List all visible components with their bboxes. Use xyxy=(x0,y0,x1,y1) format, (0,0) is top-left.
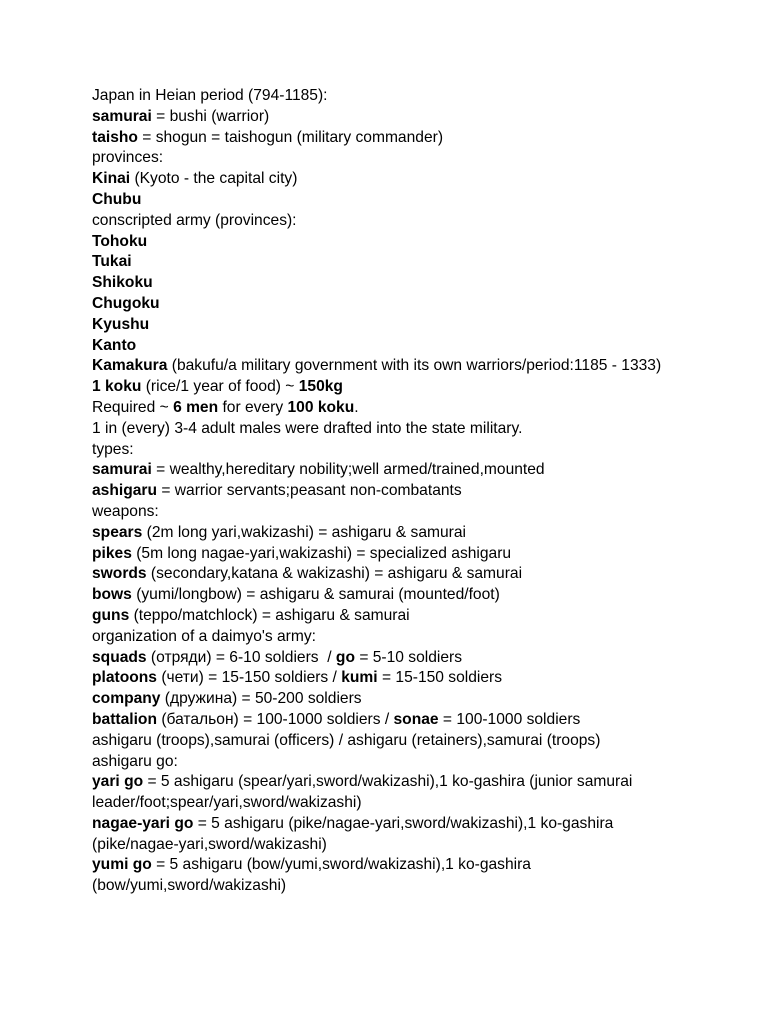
bold-term: Kyushu xyxy=(92,315,150,333)
text-run: weapons: xyxy=(92,502,159,520)
text-run: = wealthy,hereditary nobility;well armed/trained,mounted xyxy=(151,461,545,479)
text-line xyxy=(92,523,682,544)
text-run: = warrior servants;peasant non-combatants xyxy=(157,482,462,500)
bold-term: 1 koku xyxy=(92,378,142,396)
text-run: = 15-150 soldiers xyxy=(377,669,503,687)
bold-term: Tukai xyxy=(92,253,132,271)
bold-term: Kamakura xyxy=(92,357,168,375)
text-run: . xyxy=(354,398,359,416)
text-line xyxy=(92,148,682,169)
bold-term: kumi xyxy=(341,669,378,687)
bold-term: Chubu xyxy=(92,190,142,208)
bold-term: samurai xyxy=(92,107,152,125)
text-line xyxy=(92,606,682,627)
bold-term: Shikoku xyxy=(92,274,153,292)
text-run: = shogun = taishogun (military commander) xyxy=(137,128,444,146)
text-line xyxy=(92,564,682,585)
bold-term: Kinai xyxy=(92,170,131,188)
text-run: (Kyoto - the capital city) xyxy=(130,170,298,188)
text-line xyxy=(92,273,682,294)
text-line xyxy=(92,502,682,523)
text-line xyxy=(92,211,682,232)
text-line xyxy=(92,356,682,377)
text-run: (rice/1 year of food) ~ xyxy=(141,378,299,396)
bold-term: nagae-yari go xyxy=(92,814,194,832)
bold-term: 6 men xyxy=(173,398,219,416)
text-line xyxy=(92,772,682,814)
bold-term: bows xyxy=(92,586,132,604)
text-line xyxy=(92,190,682,211)
bold-term: platoons xyxy=(92,669,157,687)
text-run: ashigaru (troops),samurai (officers) / ashigaru (retainers),samurai (troops) xyxy=(92,731,601,749)
text-line xyxy=(92,107,682,128)
bold-term: swords xyxy=(92,565,147,583)
bold-term: squads xyxy=(92,648,147,666)
text-line xyxy=(92,169,682,190)
text-run: (teppo/matchlock) = ashigaru & samurai xyxy=(129,606,410,624)
text-run: types: xyxy=(92,440,134,458)
bold-term: 150kg xyxy=(298,378,343,396)
text-run: = 5 ashigaru (spear/yari,sword/wakizashi),1 ko-gashira (junior samurai leader/foot;spear/yari,sword/wakizashi) xyxy=(92,773,637,812)
bold-term: guns xyxy=(92,606,130,624)
text-run: for every xyxy=(218,398,288,416)
text-line xyxy=(92,752,682,773)
bold-term: Chugoku xyxy=(92,294,160,312)
text-line xyxy=(92,855,682,897)
text-run: (bakufu/a military government with its own warriors/period:1185 - 1333) xyxy=(167,357,662,375)
text-run: organization of a daimyo's army: xyxy=(92,627,316,645)
text-run: = 5-10 soldiers xyxy=(354,648,463,666)
bold-term: ashigaru xyxy=(92,482,157,500)
text-run: provinces: xyxy=(92,149,164,167)
bold-term: battalion xyxy=(92,710,157,728)
text-run: (yumi/longbow) = ashigaru & samurai (mounted/foot) xyxy=(131,586,500,604)
text-line xyxy=(92,377,682,398)
bold-term: yari go xyxy=(92,773,144,791)
bold-term: spears xyxy=(92,523,143,541)
bold-term: Tohoku xyxy=(92,232,148,250)
text-line xyxy=(92,398,682,419)
text-run: Required ~ xyxy=(92,398,174,416)
text-line xyxy=(92,315,682,336)
text-run: (отряди) = 6-10 soldiers / xyxy=(146,648,336,666)
bold-term: yumi go xyxy=(92,856,152,874)
text-line xyxy=(92,419,682,440)
text-run: ashigaru go: xyxy=(92,752,178,770)
text-run: (батальон) = 100-1000 soldiers / xyxy=(156,710,394,728)
text-run: (чети) = 15-150 soldiers / xyxy=(156,669,342,687)
document-page xyxy=(92,86,682,897)
bold-term: pikes xyxy=(92,544,132,562)
text-run: (5m long nagae-yari,wakizashi) = specialized ashigaru xyxy=(131,544,512,562)
text-run: = bushi (warrior) xyxy=(151,107,270,125)
text-line xyxy=(92,294,682,315)
text-line xyxy=(92,460,682,481)
text-run: Japan in Heian period (794-1185): xyxy=(92,87,328,104)
text-line xyxy=(92,86,682,107)
text-line xyxy=(92,544,682,565)
bold-term: taisho xyxy=(92,128,138,146)
text-line xyxy=(92,814,682,856)
bold-term: 100 koku xyxy=(287,398,355,416)
text-line xyxy=(92,252,682,273)
text-line xyxy=(92,668,682,689)
text-line xyxy=(92,710,682,731)
text-line xyxy=(92,481,682,502)
text-run: = 5 ashigaru (bow/yumi,sword/wakizashi),1 ko-gashira (bow/yumi,sword/wakizashi) xyxy=(92,856,536,895)
bold-term: company xyxy=(92,690,161,708)
text-line xyxy=(92,627,682,648)
text-run: (2m long yari,wakizashi) = ashigaru & samurai xyxy=(142,523,466,541)
bold-term: go xyxy=(335,648,355,666)
bold-term: Kanto xyxy=(92,336,137,354)
bold-term: samurai xyxy=(92,461,152,479)
text-run: = 5 ashigaru (pike/nagae-yari,sword/wakizashi),1 ko-gashira (pike/nagae-yari,sword/wakizashi) xyxy=(92,814,618,853)
text-run: 1 in (every) 3-4 adult males were drafted into the state military. xyxy=(92,419,523,437)
text-line xyxy=(92,585,682,606)
text-line xyxy=(92,232,682,253)
text-line xyxy=(92,336,682,357)
text-line xyxy=(92,440,682,461)
text-line xyxy=(92,128,682,149)
text-run: (дружина) = 50-200 soldiers xyxy=(160,690,362,708)
text-line xyxy=(92,689,682,710)
text-run: (secondary,katana & wakizashi) = ashigaru & samurai xyxy=(146,565,523,583)
text-line xyxy=(92,731,682,752)
text-run: = 100-1000 soldiers xyxy=(438,710,581,728)
text-line xyxy=(92,648,682,669)
text-run: conscripted army (provinces): xyxy=(92,211,297,229)
bold-term: sonae xyxy=(393,710,439,728)
